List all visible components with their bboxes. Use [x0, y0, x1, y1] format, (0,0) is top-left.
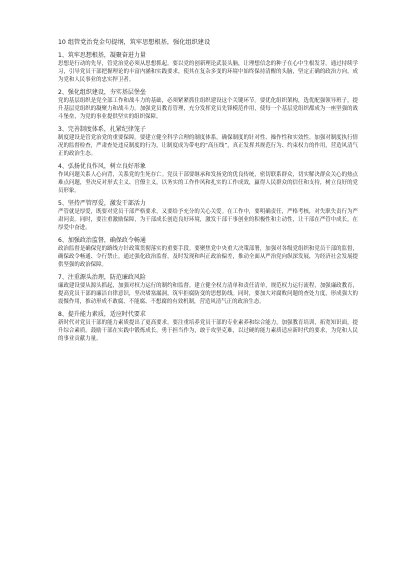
section-heading: 2、强化组织建设，夯实基层堡垒 — [58, 88, 146, 96]
section-paragraph: 政治监督是确保党的路线方针政策贯彻落实的重要手段。要聚焦党中央重大决策部署，加强对各级党组织和党员干部的监督，确保政令畅通、令行禁止。通过强化政治监督，及时发现和纠正政治偏差，推动全面从严治党向纵深发展，为经济社会发展提供坚强的政治保障。 — [58, 246, 358, 269]
section-2 — [58, 89, 358, 121]
section-8 — [58, 311, 358, 343]
section-6 — [58, 237, 358, 269]
section-paragraph: 党的基层组织是党全部工作和战斗力的基础，必须紧紧抓住组织建设这个关键环节。要优化组织架构，选优配强领导班子，提升基层党组织的凝聚力和战斗力。加强党员教育管理，充分发挥党员先锋模范作用，使每一个基层党组织都成为一座坚强的战斗堡垒，为党的事业提供坚实的组织保障。 — [58, 98, 358, 121]
section-paragraph: 作风问题关系人心向背，关系党的生死存亡。党员干部要继承和发扬党的优良传统，密切联系群众，切实解决群众关心的热点难点问题，坚决反对形式主义、官僚主义，以务实的工作作风和扎实的工作成效，赢得人民群众的信任和支持，树立良好的党员形象。 — [58, 172, 358, 195]
section-3 — [58, 126, 358, 158]
section-heading: 1、筑牢思想根基，凝聚奋进力量 — [58, 52, 146, 59]
section-1 — [58, 52, 358, 84]
section-paragraph: 制度建设是管党治党的重要保障。要建立健全科学合理的制度体系，确保制度的针对性、操作性和实效性。加强对制度执行情况的监督检查，严肃查处违反制度的行为，让制度成为带电的“高压线”，真正发挥其规范行为、约束权力的作用，营造风清气正的政治生态。 — [58, 135, 358, 158]
section-paragraph: 严管就是厚爱，既要对党员干部严格要求，又要给予充分的关心关爱。在工作中，要明确责任，严格考核，对失职失责行为严肃问责。同时，要注重激励保障，为干部成长创造良好环境，激发干部干事创业的积极性和主动性，让干部在严管中成长，在厚爱中奋进。 — [58, 209, 358, 232]
section-7 — [58, 274, 358, 306]
document-page — [58, 38, 358, 348]
section-paragraph: 廉政建设要从源头抓起，加强对权力运行的制约和监督。建立健全权力清单和责任清单，规范权力运行流程，加强廉政教育，提高党员干部的廉洁自律意识，坚决堵塞漏洞，筑牢拒腐防变的思想防线。同时，要加大对腐败问题的查处力度，形成强大的震慑作用，推动形成不敢腐、不能腐、不想腐的有效机制，营造风清气正的政治生态。 — [58, 283, 358, 306]
section-paragraph: 新时代对党员干部的能力素质提出了更高要求。要注重培养党员干部的专业素养和综合能力，加强教育培训，拓宽知识面，提升综合素质。鼓励干部在实践中锻炼成长，勇于担当作为，敢于攻坚克难，以过硬的能力素质适应新时代的要求，为党和人民的事业贡献力量。 — [58, 320, 358, 343]
document-title: 10 组管党治党金句提纲，筑牢思想根基，强化组织建设 — [58, 39, 211, 46]
section-heading: 5、坚持严管厚爱，激发干部活力 — [58, 199, 146, 207]
section-4 — [58, 163, 358, 195]
section-heading: 6、加强政治监督，确保政令畅通 — [58, 236, 146, 244]
section-heading: 4、弘扬优良作风，树立良好形象 — [58, 162, 146, 170]
section-5 — [58, 200, 358, 232]
section-paragraph: 思想是行动的先导，管党治党必须从思想抓起。要以党的创新理论武装头脑，让理想信念的种子在心中生根发芽。通过持续学习，引导党员干部把握理论的丰富内涵和实践要求，使其在复杂多变的环境中始终保持清醒的头脑，坚定正确的政治方向，成为党和人民事业的忠实捍卫者。 — [58, 61, 358, 84]
section-heading: 3、完善制度体系，扎紧纪律笼子 — [58, 125, 146, 133]
section-heading: 7、注重源头治理，防范廉政风险 — [58, 273, 146, 281]
section-heading: 8、提升能力素质，适应时代要求 — [58, 310, 146, 318]
